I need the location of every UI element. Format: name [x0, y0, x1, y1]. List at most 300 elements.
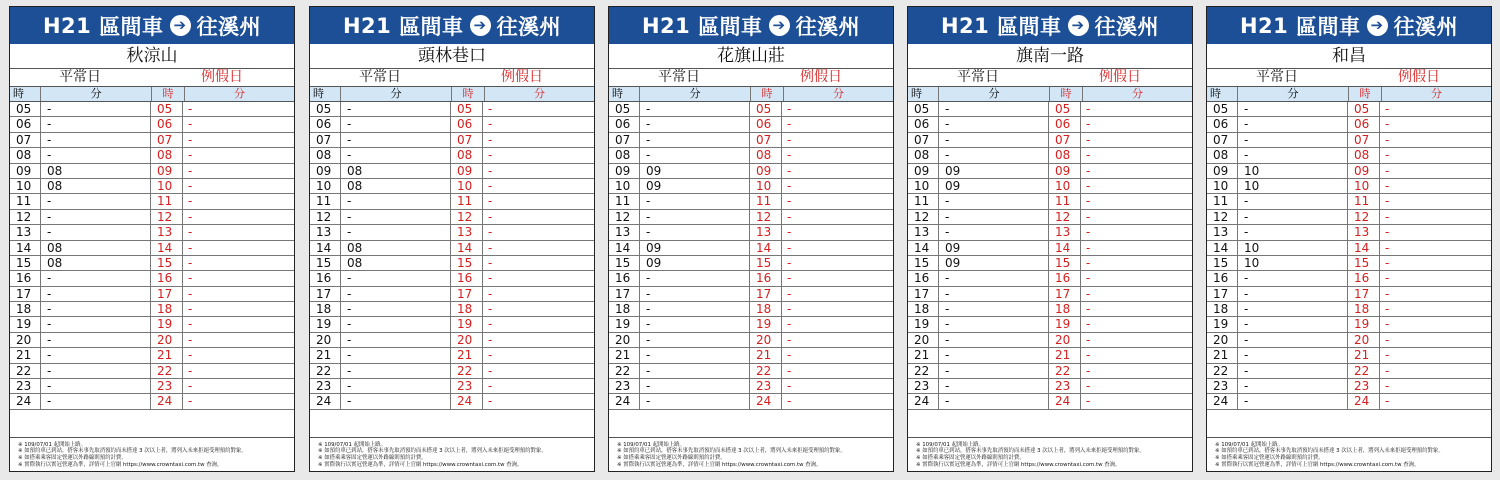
holiday-minutes: -: [182, 379, 294, 393]
table-row: [1207, 333, 1491, 348]
weekday-minutes: -: [40, 117, 150, 131]
minute-header: 分: [340, 87, 451, 101]
holiday-minutes: -: [1080, 348, 1192, 362]
notes: [1207, 438, 1491, 468]
table-row: [1207, 194, 1491, 209]
weekday-hour: 07: [316, 132, 332, 147]
weekday-minutes: -: [938, 102, 1048, 116]
holiday-label: 例假日: [1398, 69, 1440, 85]
holiday-hour: 07: [1048, 133, 1080, 147]
holiday-hour: 14: [1347, 241, 1379, 255]
holiday-hour: 09: [749, 164, 781, 178]
table-row: [609, 317, 893, 332]
holiday-hour: 08: [450, 148, 482, 162]
weekday-hour: 12: [16, 209, 32, 224]
weekday-minutes: 09: [639, 179, 749, 193]
table-row: [310, 148, 594, 163]
weekday-hour: 21: [615, 348, 631, 363]
holiday-hour: 15: [150, 256, 182, 270]
holiday-minutes: -: [182, 364, 294, 378]
weekday-hour: 13: [1213, 225, 1229, 240]
note-line: ※ 109/07/01 起開始上路。: [916, 441, 984, 448]
holiday-hour: 11: [1347, 194, 1379, 208]
holiday-hour: 13: [1347, 225, 1379, 239]
weekday-hour: 24: [615, 394, 631, 409]
weekday-minutes: -: [340, 271, 450, 285]
table-row: [10, 102, 294, 117]
weekday-hour: 06: [16, 117, 32, 132]
holiday-hour: 16: [749, 271, 781, 285]
table-row: [908, 271, 1192, 286]
holiday-minutes: -: [1379, 287, 1491, 301]
holiday-hour: 11: [150, 194, 182, 208]
weekday-hour: 10: [16, 178, 32, 193]
weekday-minutes: -: [938, 194, 1048, 208]
route-code: H21: [641, 13, 691, 38]
table-row: [10, 348, 294, 363]
notes: [10, 438, 294, 468]
table-row: [609, 102, 893, 117]
hour-header: 時: [911, 87, 922, 100]
weekday-minutes: -: [639, 225, 749, 239]
holiday-minutes: -: [1379, 210, 1491, 224]
schedule-rows: [10, 102, 294, 410]
table-row: [10, 256, 294, 271]
table-row: [310, 102, 594, 117]
holiday-hour: 10: [1347, 179, 1379, 193]
holiday-hour: 08: [1048, 148, 1080, 162]
holiday-minutes: -: [182, 210, 294, 224]
table-row: [310, 194, 594, 209]
holiday-minutes: -: [1080, 194, 1192, 208]
holiday-minutes: -: [1080, 210, 1192, 224]
weekday-minutes: -: [639, 348, 749, 362]
weekday-minutes: -: [1237, 148, 1347, 162]
weekday-hour: 24: [1213, 394, 1229, 409]
table-row: [908, 394, 1192, 409]
table-row: [310, 117, 594, 132]
note-line: ※ 109/07/01 起開始上路。: [18, 441, 86, 448]
holiday-minutes: -: [1080, 317, 1192, 331]
holiday-hour: 14: [749, 241, 781, 255]
weekday-hour: 19: [615, 317, 631, 332]
route-direction: 往溪州: [496, 14, 562, 39]
note-line: ※ 109/07/01 起開始上路。: [617, 441, 685, 448]
weekday-minutes: -: [1237, 302, 1347, 316]
holiday-hour: 21: [749, 348, 781, 362]
holiday-minutes: -: [182, 287, 294, 301]
column-header: [609, 87, 893, 102]
holiday-hour: 07: [749, 133, 781, 147]
column-header: [10, 87, 294, 102]
holiday-minutes: -: [781, 210, 893, 224]
minute-header: 分: [40, 87, 151, 101]
table-row: [310, 210, 594, 225]
table-row: [310, 271, 594, 286]
holiday-minutes: -: [1080, 394, 1192, 408]
holiday-hour-header: 時: [451, 87, 484, 101]
weekday-hour: 13: [316, 225, 332, 240]
holiday-minutes: -: [182, 194, 294, 208]
holiday-minutes: -: [781, 364, 893, 378]
holiday-minutes: -: [1379, 225, 1491, 239]
table-row: [908, 317, 1192, 332]
table-row: [10, 379, 294, 394]
holiday-minutes: -: [482, 225, 594, 239]
timetable-card: [1206, 6, 1492, 472]
table-row: [609, 117, 893, 132]
weekday-hour: 07: [615, 132, 631, 147]
weekday-minutes: -: [340, 225, 450, 239]
weekday-hour: 11: [16, 194, 32, 209]
holiday-hour: 24: [1048, 394, 1080, 408]
holiday-hour: 20: [450, 333, 482, 347]
note-line: ※ 實際執行以實冠營運為準，詳情可上官網 https://www.crowntaxi.com.tw 查詢。: [1215, 461, 1420, 468]
holiday-hour: 19: [1347, 317, 1379, 331]
weekday-hour: 21: [1213, 348, 1229, 363]
table-row: [609, 148, 893, 163]
holiday-hour: 18: [150, 302, 182, 316]
table-row: [908, 148, 1192, 163]
weekday-minutes: -: [1237, 379, 1347, 393]
table-row: [10, 179, 294, 194]
table-row: [908, 333, 1192, 348]
holiday-hour: 14: [1048, 241, 1080, 255]
holiday-minutes: -: [781, 194, 893, 208]
table-row: [310, 364, 594, 379]
weekday-minutes: -: [340, 117, 450, 131]
holiday-hour: 09: [150, 164, 182, 178]
holiday-hour: 17: [450, 287, 482, 301]
holiday-minutes: -: [482, 256, 594, 270]
table-row: [10, 364, 294, 379]
weekday-hour: 16: [316, 271, 332, 286]
column-header: [908, 87, 1192, 102]
holiday-minutes: -: [1379, 164, 1491, 178]
weekday-minutes: -: [40, 148, 150, 162]
holiday-minutes: -: [182, 302, 294, 316]
weekday-minutes: -: [340, 148, 450, 162]
weekday-minutes: -: [938, 133, 1048, 147]
holiday-hour: 21: [150, 348, 182, 362]
weekday-minutes: 08: [40, 241, 150, 255]
holiday-hour: 13: [150, 225, 182, 239]
route-code: H21: [940, 13, 990, 38]
route-header: [10, 7, 294, 44]
holiday-minutes: -: [182, 271, 294, 285]
weekday-minutes: -: [1237, 225, 1347, 239]
table-row: [10, 394, 294, 409]
weekday-hour: 08: [914, 148, 930, 163]
holiday-hour: 06: [450, 117, 482, 131]
table-row: [908, 179, 1192, 194]
holiday-minutes: -: [482, 102, 594, 116]
holiday-minutes: -: [482, 133, 594, 147]
holiday-minutes: -: [482, 148, 594, 162]
weekday-minutes: -: [639, 287, 749, 301]
holiday-minutes: -: [781, 317, 893, 331]
table-row: [908, 287, 1192, 302]
table-row: [1207, 256, 1491, 271]
weekday-minutes: -: [639, 194, 749, 208]
holiday-minutes: -: [182, 117, 294, 131]
holiday-hour: 18: [749, 302, 781, 316]
weekday-hour: 22: [1213, 363, 1229, 378]
table-row: [310, 225, 594, 240]
timetable-card: [309, 6, 595, 472]
holiday-minutes: -: [781, 348, 893, 362]
route-name: 區間車: [997, 14, 1062, 39]
weekday-minutes: 09: [938, 164, 1048, 178]
holiday-hour: 20: [1048, 333, 1080, 347]
weekday-minutes: -: [1237, 271, 1347, 285]
weekday-minutes: -: [340, 210, 450, 224]
route-direction: 往溪州: [196, 14, 262, 39]
weekday-hour: 13: [615, 225, 631, 240]
note-line: ※ 如搭乘乘客固定營運以外路線則預約計費。: [318, 455, 427, 461]
weekday-minutes: -: [639, 333, 749, 347]
holiday-minutes: -: [1379, 102, 1491, 116]
holiday-hour: 20: [749, 333, 781, 347]
weekday-hour: 15: [1213, 255, 1229, 270]
weekday-hour: 11: [316, 194, 332, 209]
holiday-hour: 19: [450, 317, 482, 331]
notes: [908, 438, 1192, 468]
holiday-minutes: -: [182, 333, 294, 347]
holiday-minutes: -: [482, 117, 594, 131]
arrow-right-icon: ➔: [470, 15, 491, 36]
holiday-hour: 07: [1347, 133, 1379, 147]
table-row: [609, 164, 893, 179]
holiday-hour: 23: [1048, 379, 1080, 393]
weekday-hour: 16: [16, 271, 32, 286]
weekday-hour: 21: [316, 348, 332, 363]
weekday-minutes: -: [639, 317, 749, 331]
table-row: [10, 271, 294, 286]
holiday-minutes: -: [1379, 256, 1491, 270]
holiday-minutes: -: [781, 225, 893, 239]
weekday-label: 平常日: [59, 69, 101, 85]
table-row: [310, 348, 594, 363]
table-row: [1207, 348, 1491, 363]
stop-name: 和昌: [1207, 44, 1491, 69]
holiday-hour: 12: [1048, 210, 1080, 224]
table-row: [1207, 364, 1491, 379]
weekday-hour: 09: [615, 163, 631, 178]
weekday-hour: 17: [316, 286, 332, 301]
holiday-hour: 15: [1048, 256, 1080, 270]
table-row: [10, 210, 294, 225]
weekday-hour: 18: [16, 302, 32, 317]
weekday-hour: 12: [316, 209, 332, 224]
holiday-hour: 05: [1347, 102, 1379, 116]
holiday-minutes: -: [781, 333, 893, 347]
weekday-hour: 17: [16, 286, 32, 301]
notes: [310, 438, 594, 468]
holiday-hour: 23: [450, 379, 482, 393]
holiday-hour: 07: [150, 133, 182, 147]
weekday-minutes: -: [340, 102, 450, 116]
holiday-minute-header: 分: [1381, 87, 1491, 101]
table-row: [10, 194, 294, 209]
weekday-minutes: -: [40, 194, 150, 208]
holiday-hour: 05: [749, 102, 781, 116]
holiday-hour: 06: [1347, 117, 1379, 131]
holiday-hour: 12: [1347, 210, 1379, 224]
weekday-minutes: 09: [639, 241, 749, 255]
weekday-minutes: -: [1237, 133, 1347, 147]
weekday-hour: 21: [914, 348, 930, 363]
hour-header: 時: [313, 87, 324, 100]
route-name: 區間車: [1296, 14, 1361, 39]
holiday-hour: 12: [450, 210, 482, 224]
holiday-minutes: -: [781, 179, 893, 193]
weekday-hour: 15: [914, 255, 930, 270]
weekday-minutes: 09: [639, 256, 749, 270]
holiday-hour: 06: [749, 117, 781, 131]
weekday-minutes: -: [340, 333, 450, 347]
holiday-minutes: -: [1379, 394, 1491, 408]
table-row: [908, 302, 1192, 317]
holiday-hour: 10: [450, 179, 482, 193]
weekday-minutes: -: [639, 102, 749, 116]
holiday-label: 例假日: [201, 69, 243, 85]
weekday-minutes: -: [938, 117, 1048, 131]
holiday-minutes: -: [781, 302, 893, 316]
weekday-hour: 17: [615, 286, 631, 301]
table-row: [310, 179, 594, 194]
weekday-hour: 23: [1213, 379, 1229, 394]
blank-row: [609, 410, 893, 438]
table-row: [310, 256, 594, 271]
table-row: [10, 317, 294, 332]
weekday-hour: 14: [615, 240, 631, 255]
schedule-rows: [1207, 102, 1491, 410]
holiday-minutes: -: [1080, 117, 1192, 131]
table-row: [609, 241, 893, 256]
holiday-minutes: -: [1379, 379, 1491, 393]
weekday-minutes: -: [340, 194, 450, 208]
arrow-right-icon: ➔: [1068, 15, 1089, 36]
weekday-minutes: 08: [40, 179, 150, 193]
holiday-hour: 16: [1347, 271, 1379, 285]
holiday-minutes: -: [781, 394, 893, 408]
holiday-hour: 12: [150, 210, 182, 224]
weekday-minutes: -: [40, 210, 150, 224]
table-row: [310, 379, 594, 394]
weekday-minutes: -: [1237, 287, 1347, 301]
holiday-minutes: -: [781, 379, 893, 393]
weekday-hour: 06: [1213, 117, 1229, 132]
holiday-hour: 14: [450, 241, 482, 255]
stop-name: 旗南一路: [908, 44, 1192, 69]
weekday-minutes: -: [40, 102, 150, 116]
table-row: [609, 225, 893, 240]
holiday-hour: 17: [749, 287, 781, 301]
holiday-hour: 20: [150, 333, 182, 347]
weekday-minutes: -: [40, 133, 150, 147]
holiday-minutes: -: [781, 117, 893, 131]
holiday-minutes: -: [482, 241, 594, 255]
holiday-minutes: -: [1080, 102, 1192, 116]
holiday-minute-header: 分: [783, 87, 893, 101]
note-line: ※ 如搭乘乘客固定營運以外路線則預約計費。: [916, 455, 1025, 461]
weekday-hour: 11: [914, 194, 930, 209]
table-row: [10, 287, 294, 302]
holiday-minutes: -: [482, 194, 594, 208]
weekday-minutes: -: [1237, 102, 1347, 116]
holiday-minutes: -: [1379, 271, 1491, 285]
weekday-minutes: 09: [938, 179, 1048, 193]
table-row: [908, 210, 1192, 225]
weekday-hour: 23: [615, 379, 631, 394]
weekday-minutes: -: [938, 333, 1048, 347]
holiday-minutes: -: [482, 164, 594, 178]
holiday-hour: 10: [1048, 179, 1080, 193]
weekday-minutes: 09: [938, 241, 1048, 255]
holiday-minutes: -: [781, 241, 893, 255]
holiday-minutes: -: [182, 225, 294, 239]
weekday-hour: 06: [316, 117, 332, 132]
note-line: ※ 如搭乘乘客固定營運以外路線則預約計費。: [617, 455, 726, 461]
weekday-minutes: 10: [1237, 241, 1347, 255]
table-row: [609, 179, 893, 194]
weekday-hour: 24: [914, 394, 930, 409]
holiday-hour: 08: [1347, 148, 1379, 162]
weekday-minutes: -: [340, 287, 450, 301]
weekday-minutes: -: [938, 364, 1048, 378]
hour-header: 時: [612, 87, 623, 100]
weekday-label: 平常日: [957, 69, 999, 85]
table-row: [1207, 210, 1491, 225]
holiday-minutes: -: [482, 333, 594, 347]
table-row: [310, 133, 594, 148]
route-header: [908, 7, 1192, 44]
weekday-hour: 06: [914, 117, 930, 132]
table-row: [908, 241, 1192, 256]
weekday-minutes: -: [1237, 194, 1347, 208]
table-row: [310, 333, 594, 348]
weekday-hour: 24: [16, 394, 32, 409]
note-line: ※ 實際執行以實冠營運為準，詳情可上官網 https://www.crowntaxi.com.tw 查詢。: [318, 461, 523, 468]
weekday-hour: 22: [914, 363, 930, 378]
table-row: [1207, 317, 1491, 332]
holiday-hour: 14: [150, 241, 182, 255]
holiday-minutes: -: [1379, 348, 1491, 362]
holiday-minutes: -: [1080, 271, 1192, 285]
weekday-minutes: -: [1237, 364, 1347, 378]
table-row: [908, 364, 1192, 379]
holiday-hour: 05: [1048, 102, 1080, 116]
minute-header: 分: [639, 87, 750, 101]
table-row: [10, 225, 294, 240]
holiday-minutes: -: [1379, 133, 1491, 147]
table-row: [10, 164, 294, 179]
weekday-minutes: -: [639, 271, 749, 285]
weekday-hour: 05: [1213, 102, 1229, 116]
weekday-minutes: -: [639, 117, 749, 131]
weekday-minutes: -: [938, 394, 1048, 408]
weekday-minutes: -: [639, 302, 749, 316]
holiday-hour: 21: [1347, 348, 1379, 362]
weekday-hour: 05: [16, 102, 32, 116]
holiday-hour: 09: [1347, 164, 1379, 178]
holiday-hour: 18: [1048, 302, 1080, 316]
weekday-hour: 05: [615, 102, 631, 116]
holiday-hour: 16: [450, 271, 482, 285]
holiday-hour: 16: [1048, 271, 1080, 285]
minute-header: 分: [1237, 87, 1348, 101]
